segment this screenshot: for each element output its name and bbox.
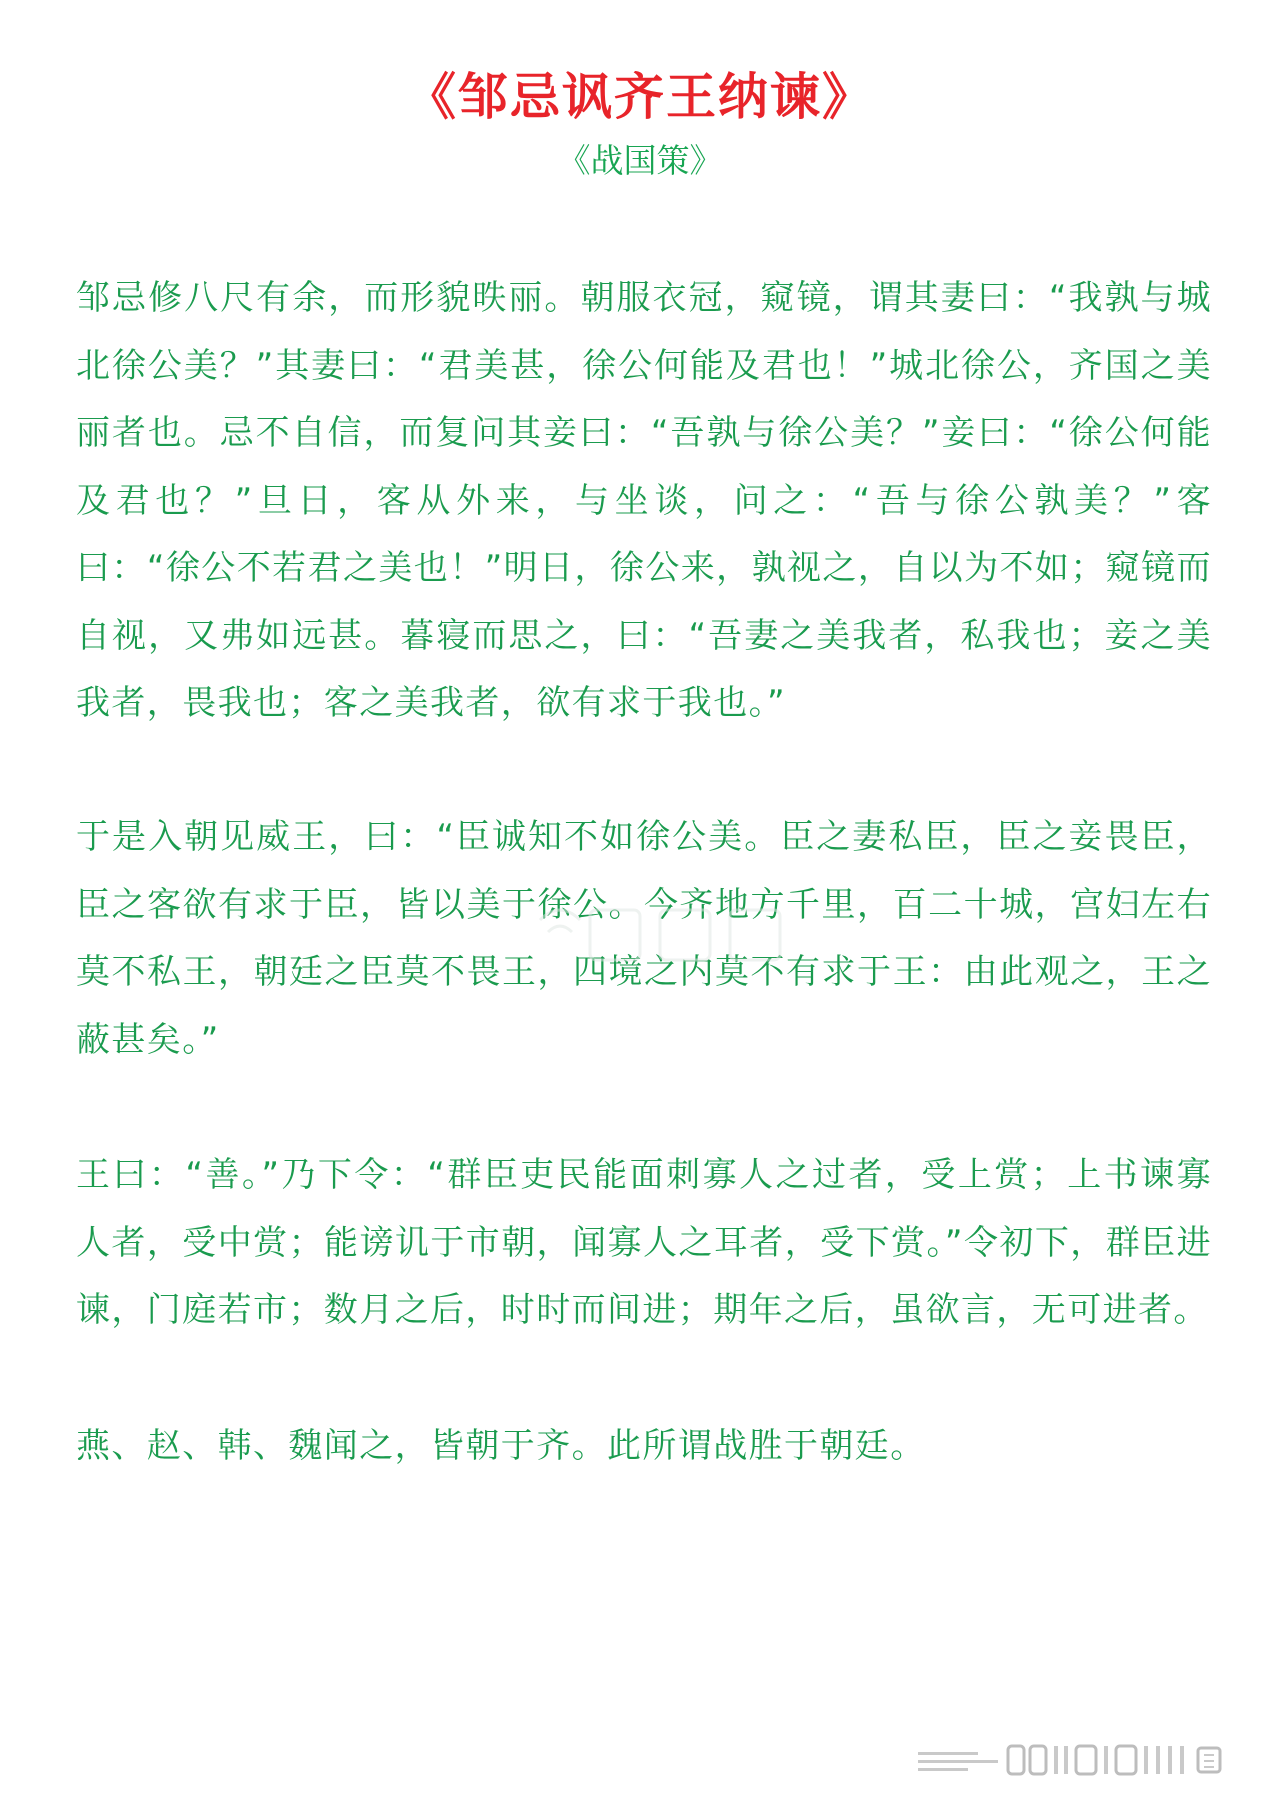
paragraph-2: 于是入朝见威王，曰：“臣诚知不如徐公美。臣之妻私臣，臣之妾畏臣，臣之客欲有求于臣，皆以美于徐公。今齐地方千里，百二十城，宫妇左右莫不私王，朝廷之臣莫不畏王，四境之内莫不有求于王：由此观之，王之蔽甚矣。” [76, 817, 1212, 1060]
document-source: 《战国策》 [557, 141, 723, 180]
paragraph-3: 王曰：“善。”乃下令：“群臣吏民能面刺寡人之过者，受上赏；上书谏寡人者，受中赏；能谤讥于市朝，闻寡人之耳者，受下赏。”令初下，群臣进谏，门庭若市；数月之后，时时而间进；期年之后，虽欲言，无可进者。 [76, 1155, 1212, 1330]
paragraph-4: 燕、赵、韩、魏闻之，皆朝于齐。此所谓战胜于朝廷。 [76, 1426, 926, 1466]
decorative-bar [918, 1742, 1258, 1778]
document-title: 《邹忌讽齐王纳谏》 [406, 68, 874, 126]
paragraph-1: 邹忌修八尺有余，而形貌昳丽。朝服衣冠，窥镜，谓其妻曰：“我孰与城北徐公美？”其妻曰：“君美甚，徐公何能及君也！”城北徐公，齐国之美丽者也。忌不自信，而复问其妾曰：“吾孰与徐公美？”妾曰：“徐公何能及君也？”旦日，客从外来，与坐谈，问之：“吾与徐公孰美？”客曰：“徐公不若君之美也！”明日，徐公来，孰视之，自以为不如；窥镜而自视，又弗如远甚。暮寝而思之，曰：“吾妻之美我者，私我也；妾之美我者，畏我也；客之美我者，欲有求于我也。” [76, 278, 1212, 723]
